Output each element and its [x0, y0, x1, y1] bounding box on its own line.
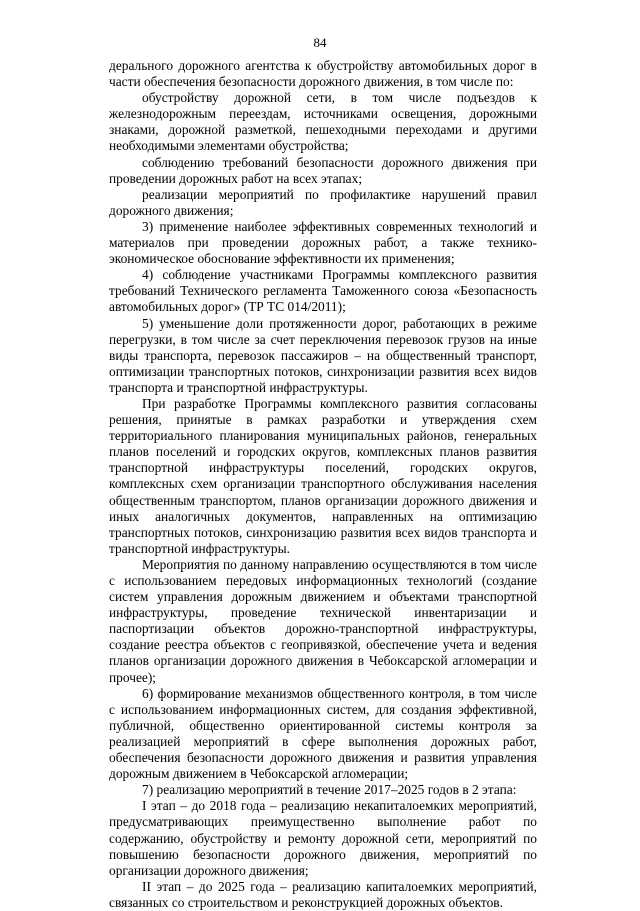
paragraph: дерального дорожного агентства к обустройству автомобильных дорог в части обеспечения безопасности дорожного движения, в том числе по: [109, 58, 537, 90]
page-number: 84 [313, 35, 327, 50]
paragraph: 6) формирование механизмов общественного контроля, в том числе с использованием информационных систем, для создания эффективной, публичной, общественно ориентированной системы контроля за реализацией мероприятий в сфере выполнения дорожных работ, обеспечения безопасности дорожного движения и развития управления дорожным движением в Чебоксарской агломерации; [109, 685, 537, 782]
paragraph: реализации мероприятий по профилактике нарушений правил дорожного движения; [109, 186, 537, 218]
body-text [109, 58, 537, 911]
paragraph: Мероприятия по данному направлению осуществляются в том числе с использованием передовых информационных технологий (создание систем управления дорожным движением и объектами транспортной инфраструктуры, проведение технической инвентаризации и паспортизации объектов дорожно-транспортной инфраструктуры, создание реестра объектов с геопривязкой, обеспечение учета и ведения планов организации дорожного движения в Чебоксарской агломерации и прочее); [109, 556, 537, 685]
paragraph: II этап – до 2025 года – реализацию капиталоемких мероприятий, связанных со строительством и реконструкцией дорожных объектов. [109, 878, 537, 910]
paragraph: При разработке Программы комплексного развития согласованы решения, принятые в рамках разработки и утверждения схем территориального планирования муниципальных районов, генеральных планов поселений и городских округов, комплексных планов развития транспортной инфраструктуры поселений, городских округов, комплексных схем организации транспортного обслуживания населения общественным транспортом, планов организации дорожного движения и иных аналогичных документов, направленных на оптимизацию транспортных потоков, синхронизацию развития всех видов транспорта и транспортной инфраструктуры. [109, 395, 537, 556]
paragraph: 3) применение наиболее эффективных современных технологий и материалов при проведении дорожных работ, а также технико-экономическое обоснование эффективности их применения; [109, 218, 537, 267]
paragraph: 7) реализацию мероприятий в течение 2017–2025 годов в 2 этапа: [142, 782, 517, 798]
paragraph: I этап – до 2018 года – реализацию некапиталоемких мероприятий, предусматривающих преимущественно выполнение работ по содержанию, обустройству и ремонту дорожной сети, мероприятий по повышению безопасности дорожного движения, мероприятий по организации дорожного движения; [109, 798, 537, 878]
paragraph: 5) уменьшение доли протяженности дорог, работающих в режиме перегрузки, в том числе за счет переключения перевозок грузов на иные виды транспорта, перевозок пассажиров – на общественный транспорт, оптимизации транспортных потоков, синхронизации развития всех видов транспорта и транспортной инфраструктуры. [109, 315, 537, 395]
paragraph: обустройству дорожной сети, в том числе подъездов к железнодорожным переездам, источниками освещения, дорожными знаками, дорожной разметкой, пешеходными переходами и другими необходимыми элементами обустройства; [109, 90, 537, 154]
paragraph: соблюдению требований безопасности дорожного движения при проведении дорожных работ на всех этапах; [109, 154, 537, 186]
paragraph: 4) соблюдение участниками Программы комплексного развития требований Технического регламента Таможенного союза «Безопасность автомобильных дорог» (ТР ТС 014/2011); [109, 267, 537, 315]
